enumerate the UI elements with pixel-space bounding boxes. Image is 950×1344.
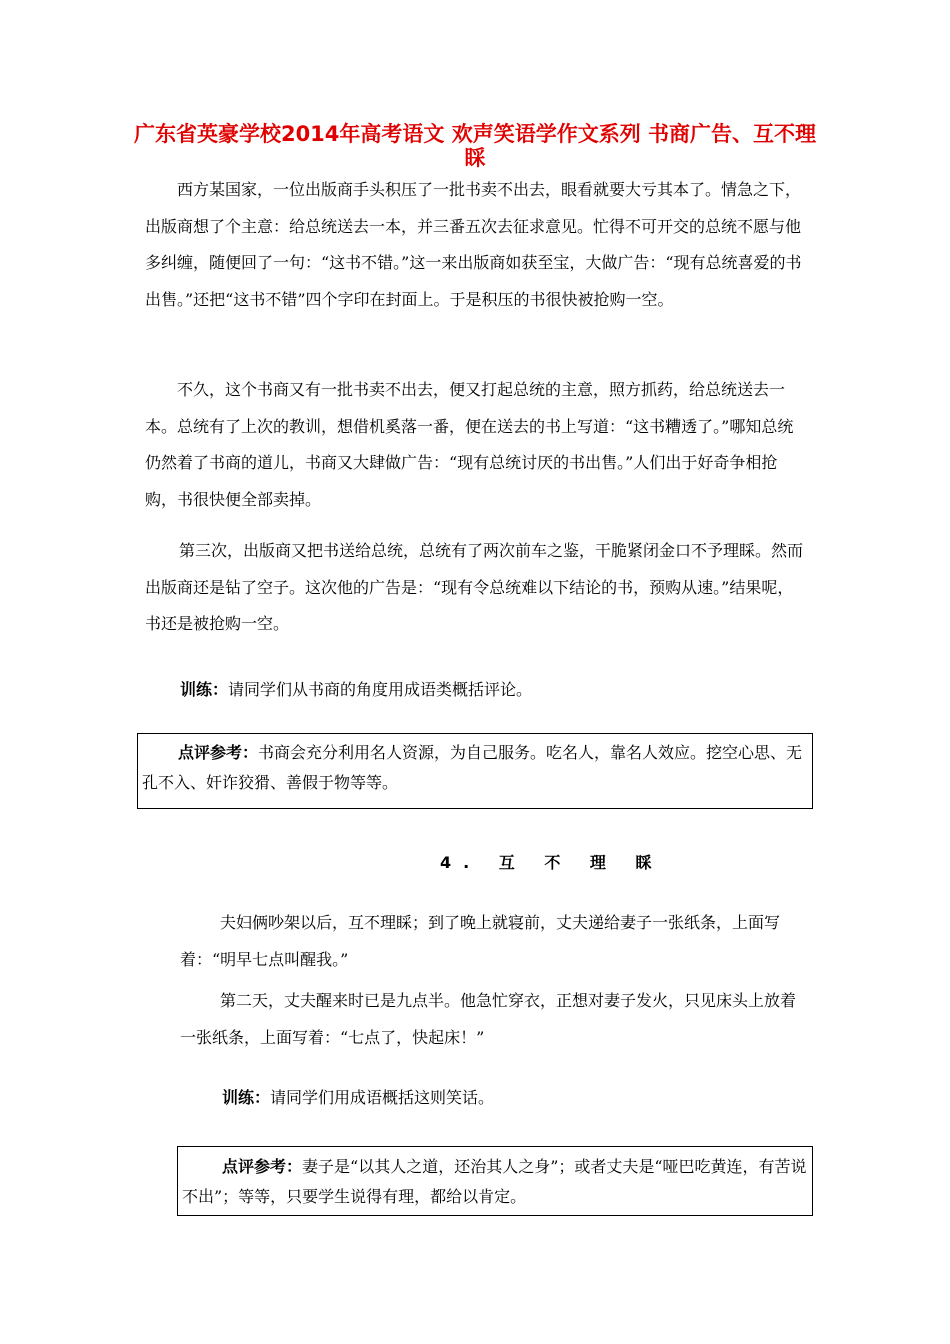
story1-task [180, 678, 532, 702]
story2-reference-box [177, 1146, 813, 1216]
story2-paragraph-1: 夫妇俩吵架以后，互不理睬；到了晚上就寝前，丈夫递给妻子一张纸条，上面写着：“明早七点叫醒我。” [180, 913, 781, 969]
task-label: 训练： [180, 680, 229, 699]
section-heading: 4. 互 不 理 睬 [440, 853, 664, 872]
reference-text: 书商会充分利用名人资源，为自己服务。吃名人，靠名人效应。挖空心思、无孔不入、奸诈狡猾、善假于物等等。 [142, 743, 803, 792]
task-text: 请同学们从书商的角度用成语类概括评论。 [228, 680, 533, 699]
story1-paragraph-1: 西方某国家，一位出版商手头积压了一批书卖不出去，眼看就要大亏其本了。情急之下，出版商想了个主意：给总统送去一本，并三番五次去征求意见。忙得不可开交的总统不愿与他多纠缠，随便回了一句：“这书不错。”这一来出版商如获至宝，大做广告：“现有总统喜爱的书出售。”还把“这书不错”四个字印在封面上。于是积压的书很快被抢购一空。 [145, 180, 802, 309]
task-label: 训练： [222, 1088, 271, 1107]
reference-label: 点评参考： [222, 1157, 303, 1176]
story1-paragraph-3: 第三次，出版商又把书送给总统，总统有了两次前车之鉴，干脆紧闭金口不予理睬。然而出版商还是钻了空子。这次他的广告是：“现有令总统难以下结论的书，预购从速。”结果呢，书还是被抢购一空。 [145, 541, 804, 633]
reference-label: 点评参考： [178, 743, 259, 762]
page-title: 广东省英豪学校2014年高考语文 欢声笑语学作文系列 书商广告、互不理睬 [133, 122, 817, 170]
task-text: 请同学们用成语概括这则笑话。 [270, 1088, 495, 1107]
story1-reference-box [137, 733, 813, 809]
story2-paragraph-2: 第二天，丈夫醒来时已是九点半。他急忙穿衣，正想对妻子发火，只见床头上放着一张纸条，上面写着：“七点了，快起床！” [180, 991, 797, 1047]
reference-text: 妻子是“以其人之道，还治其人之身”；或者丈夫是“哑巴吃黄连，有苦说不出”；等等，只要学生说得有理，都给以肯定。 [182, 1157, 807, 1206]
story2-task [222, 1086, 494, 1110]
story1-paragraph-2: 不久，这个书商又有一批书卖不出去，便又打起总统的主意，照方抓药，给总统送去一本。总统有了上次的教训，想借机奚落一番，便在送去的书上写道：“这书糟透了。”哪知总统仍然着了书商的道儿，书商又大肆做广告：“现有总统讨厌的书出售。”人们出于好奇争相抢购，书很快便全部卖掉。 [145, 380, 794, 509]
